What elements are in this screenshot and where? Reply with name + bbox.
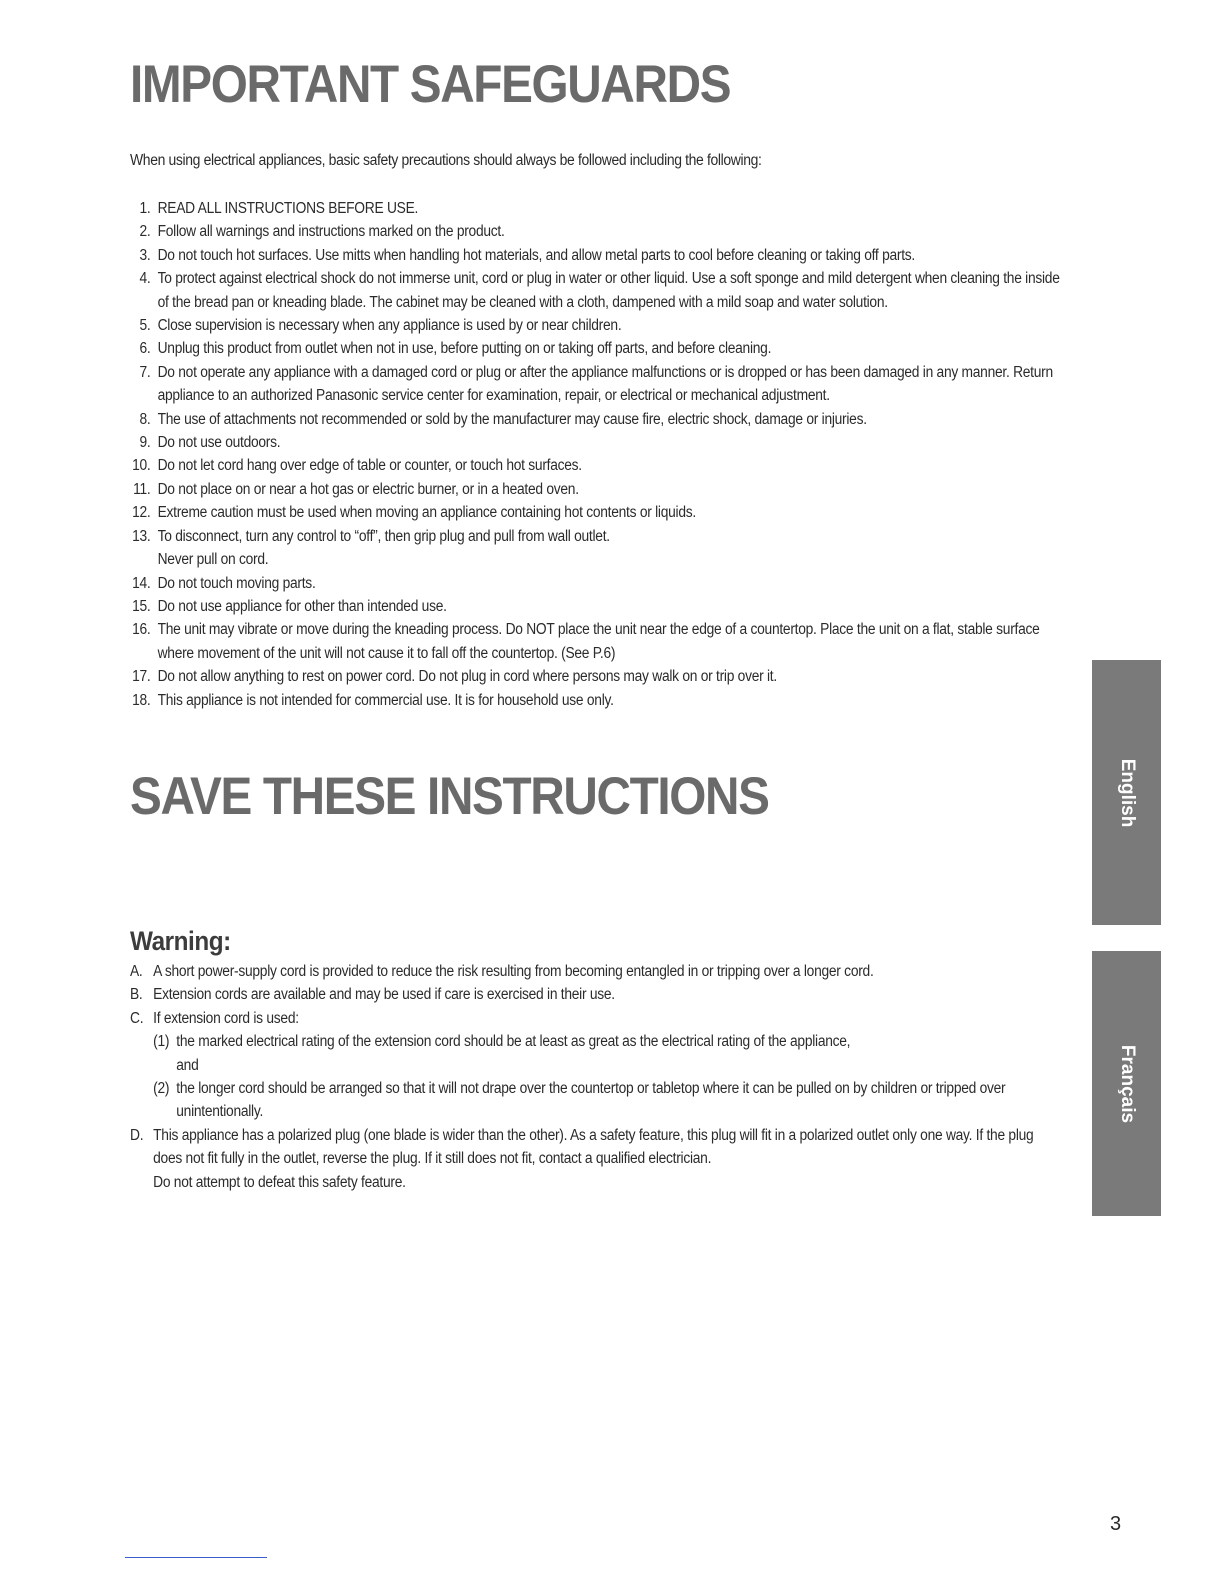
item-text: Do not operate any appliance with a damaged cord or plug or after the appliance malfunctions or is dropped or has been damaged in any manner. Return appliance to an authorized Panasonic service center for examination, repair, or electrical or mechanical adjustment.	[157, 363, 1053, 405]
list-item	[130, 1124, 1065, 1194]
sub-text: the marked electrical rating of the extension cord should be at least as great as the electrical rating of the appliance,	[176, 1033, 851, 1051]
item-text: Do not touch moving parts.	[157, 574, 316, 592]
item-number: 14.	[132, 574, 151, 592]
list-item	[130, 665, 1060, 688]
item-letter: B.	[130, 986, 143, 1004]
save-instructions-title: SAVE THESE INSTRUCTIONS	[130, 767, 769, 826]
item-number: 13.	[132, 527, 151, 545]
item-number: 3.	[139, 246, 151, 264]
item-text: The use of attachments not recommended or sold by the manufacturer may cause fire, electric shock, damage or injuries.	[157, 410, 867, 428]
item-number: 4.	[139, 270, 151, 288]
safeguards-list	[130, 197, 1060, 712]
item-text: Do not let cord hang over edge of table or counter, or touch hot surfaces.	[157, 457, 582, 475]
item-number: 18.	[132, 691, 151, 709]
list-item	[130, 595, 1060, 618]
item-text: If extension cord is used:	[153, 1009, 299, 1027]
item-number: 11.	[133, 480, 151, 498]
sublist-item	[153, 1030, 1064, 1077]
warning-heading: Warning:	[130, 926, 231, 956]
sub-text-continued: and	[176, 1056, 199, 1074]
list-item	[130, 361, 1060, 408]
list-item	[130, 431, 1060, 454]
item-text-continued: Do not attempt to defeat this safety feature.	[153, 1173, 406, 1191]
list-item	[130, 408, 1060, 431]
footer-divider	[125, 1557, 267, 1558]
item-text: Do not place on or near a hot gas or electric burner, or in a heated oven.	[157, 480, 579, 498]
list-item	[130, 314, 1060, 337]
item-number: 6.	[139, 340, 151, 358]
item-text: Do not allow anything to rest on power cord. Do not plug in cord where persons may walk on or trip over it.	[157, 668, 777, 686]
item-letter: D.	[130, 1126, 144, 1144]
sub-number: (2)	[153, 1080, 170, 1098]
item-text: Do not use appliance for other than intended use.	[157, 597, 447, 615]
tab-english-label: English	[1116, 758, 1138, 827]
item-text: Extension cords are available and may be used if care is exercised in their use.	[153, 986, 615, 1004]
item-text: This appliance has a polarized plug (one blade is wider than the other). As a safety feature, this plug will fit in a polarized outlet only one way. If the plug does not fit fully in the outlet, reverse the plug. If it still does not fit, contact a qualified electrician.	[153, 1126, 1034, 1168]
list-item	[130, 960, 1065, 983]
item-text: A short power-supply cord is provided to reduce the risk resulting from becoming entangled in or tripping over a longer cord.	[153, 963, 874, 980]
item-number: 7.	[139, 363, 151, 381]
item-text: Do not touch hot surfaces. Use mitts when handling hot materials, and allow metal parts to cool before cleaning or taking off parts.	[157, 246, 915, 264]
item-text: Unplug this product from outlet when not in use, before putting on or taking off parts, and before cleaning.	[157, 340, 772, 358]
list-item	[130, 220, 1060, 243]
item-text-continued: Never pull on cord.	[157, 551, 269, 569]
list-item	[130, 267, 1060, 314]
list-item	[130, 618, 1060, 665]
item-text: Extreme caution must be used when moving an appliance containing hot contents or liquids.	[157, 504, 696, 522]
extension-cord-sublist	[153, 1030, 1064, 1124]
item-number: 12.	[132, 504, 151, 522]
sub-number: (1)	[153, 1033, 170, 1051]
warning-list	[130, 960, 1065, 1194]
item-number: 8.	[139, 410, 151, 428]
item-letter: C.	[130, 1009, 144, 1027]
list-item	[130, 337, 1060, 360]
list-item	[130, 244, 1060, 267]
item-number: 9.	[139, 434, 151, 452]
page-number: 3	[1110, 1513, 1122, 1535]
list-item	[130, 689, 1060, 712]
item-text: Follow all warnings and instructions marked on the product.	[157, 223, 505, 241]
item-letter: A.	[130, 963, 143, 980]
sub-text: the longer cord should be arranged so that it will not drape over the countertop or tabletop where it can be pulled on by children or tripped over unintentionally.	[176, 1080, 1006, 1121]
intro-text: When using electrical appliances, basic safety precautions should always be followed including the following:	[130, 152, 762, 169]
list-item	[130, 525, 1060, 572]
item-text: Do not use outdoors.	[157, 434, 281, 452]
tab-french-label: Français	[1116, 1044, 1138, 1123]
list-item	[130, 572, 1060, 595]
item-text: Close supervision is necessary when any appliance is used by or near children.	[157, 317, 622, 335]
tab-english[interactable]	[1092, 660, 1161, 925]
item-text: To protect against electrical shock do not immerse unit, cord or plug in water or other liquid. Use a soft sponge and mild detergent when cleaning the inside of the bread pan or kneading blade. The cabinet may be cleaned with a cloth, dampened with a mild soap and water solution.	[157, 270, 1060, 311]
list-item	[130, 501, 1060, 524]
item-number: 17.	[132, 668, 151, 686]
list-item	[130, 983, 1065, 1006]
item-text: This appliance is not intended for commercial use. It is for household use only.	[157, 691, 614, 709]
sublist-item	[153, 1077, 1064, 1124]
item-number: 2.	[139, 223, 151, 241]
item-number: 16.	[132, 621, 151, 639]
item-text: The unit may vibrate or move during the kneading process. Do NOT place the unit near the edge of a countertop. Place the unit on a flat, stable surface where movement of the unit will not cause it to fall off the countertop. (See P.6)	[157, 621, 1040, 662]
item-number: 1.	[139, 200, 151, 217]
item-number: 15.	[132, 597, 151, 615]
list-item	[130, 454, 1060, 477]
page-title: IMPORTANT SAFEGUARDS	[130, 55, 731, 114]
list-item	[130, 197, 1060, 220]
item-number: 10.	[132, 457, 151, 475]
item-text: To disconnect, turn any control to “off”, then grip plug and pull from wall outlet.	[157, 527, 610, 545]
item-text: READ ALL INSTRUCTIONS BEFORE USE.	[157, 200, 419, 217]
tab-french[interactable]	[1092, 951, 1161, 1216]
list-item	[130, 1007, 1065, 1124]
list-item	[130, 478, 1060, 501]
item-number: 5.	[139, 317, 151, 335]
